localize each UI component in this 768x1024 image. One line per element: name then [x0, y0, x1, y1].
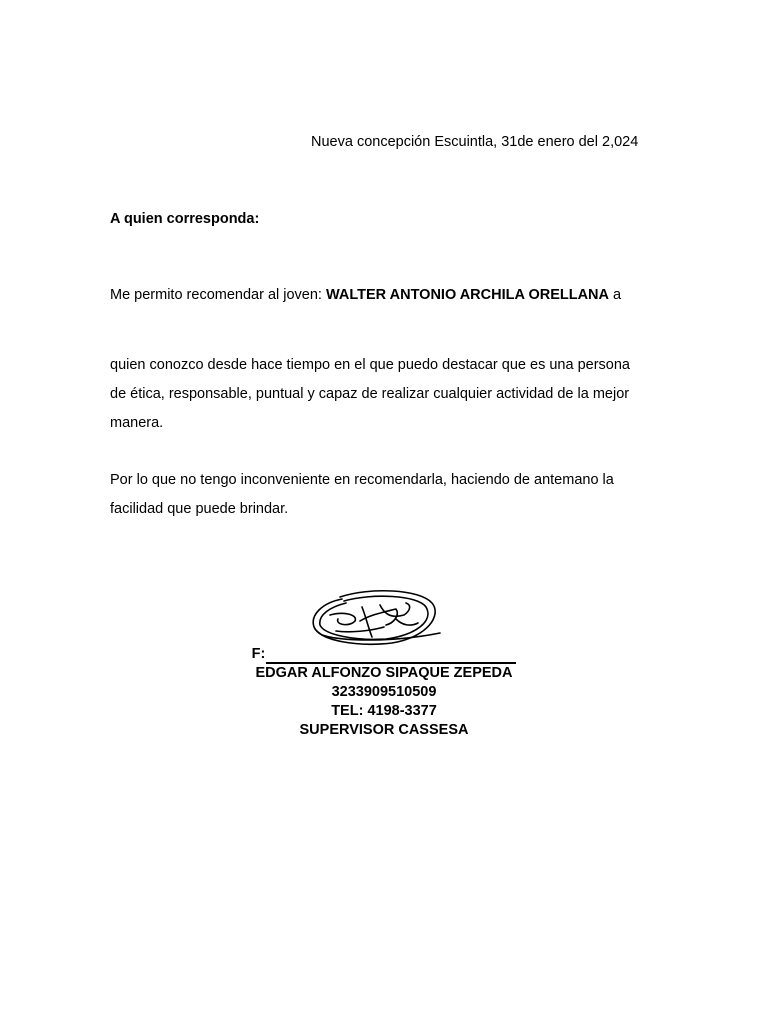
signature-line: [200, 645, 568, 664]
signer-phone: TEL: 4198-3377: [331, 703, 437, 719]
paragraph-1-line: manera.: [110, 415, 164, 431]
paragraph-2-line: facilidad que puede brindar.: [110, 501, 289, 517]
intro-line: [110, 287, 621, 303]
paragraph-1: [110, 351, 630, 438]
paragraph-1-line: de ética, responsable, puntual y capaz de realizar cualquier actividad de la mejor: [110, 386, 630, 402]
signature-block: [200, 645, 568, 740]
signer-name: EDGAR ALFONZO SIPAQUE ZEPEDA: [255, 665, 513, 681]
signature-rule: [266, 648, 516, 664]
salutation: A quien corresponda:: [110, 211, 260, 227]
paragraph-1-line: quien conozco desde hace tiempo en el que puedo destacar que es una persona: [110, 357, 630, 373]
signer-title: SUPERVISOR CASSESA: [299, 722, 469, 738]
signer-id-number: 3233909510509: [331, 684, 437, 700]
date-line: Nueva concepción Escuintla, 31de enero del 2,024: [311, 134, 639, 150]
recommended-name: WALTER ANTONIO ARCHILA ORELLANA: [326, 287, 609, 303]
paragraph-2-line: Por lo que no tengo inconveniente en recomendarla, haciendo de antemano la: [110, 472, 614, 488]
intro-prefix: Me permito recomendar al joven:: [110, 287, 326, 303]
signature-f-label: F:: [251, 646, 266, 662]
paragraph-2: [110, 466, 614, 524]
intro-suffix: a: [609, 287, 622, 303]
